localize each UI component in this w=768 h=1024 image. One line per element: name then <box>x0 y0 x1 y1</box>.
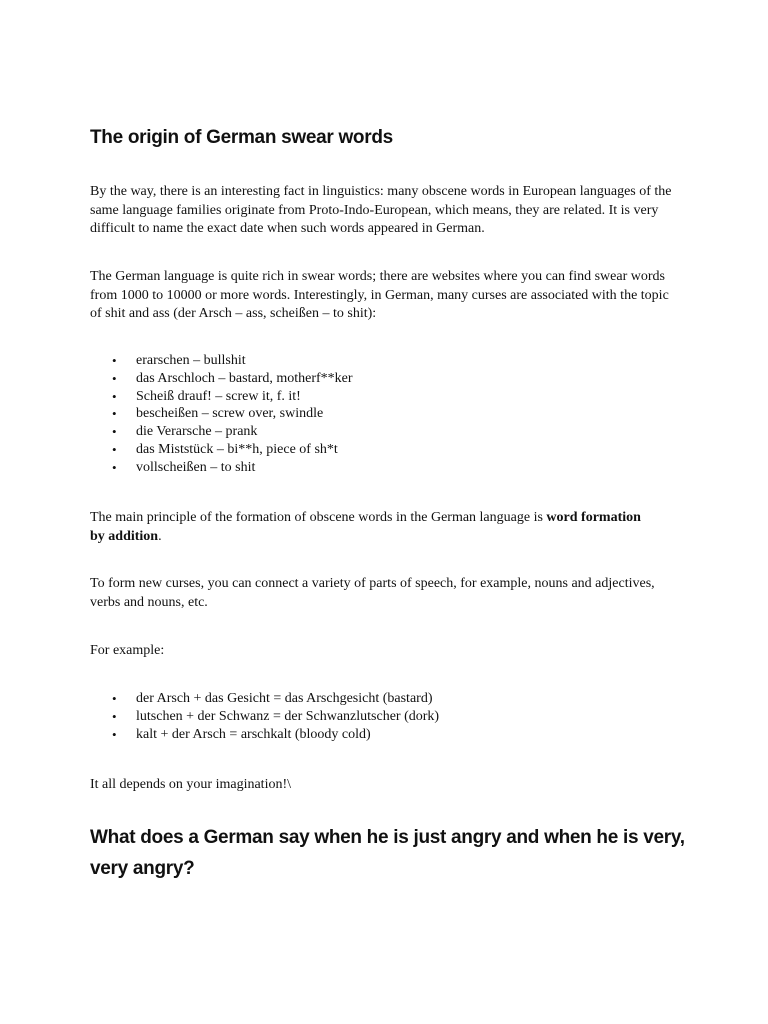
principle-emphasis: word formation by addition <box>90 510 641 544</box>
list-item: • vollscheißen – to shit <box>90 459 650 477</box>
form-new-curses-paragraph: To form new curses, you can connect a variety of parts of speech, for example, nouns and adjectives, verbs and nouns, etc. <box>90 576 655 610</box>
list-item: • Scheiß drauf! – screw it, f. it! <box>90 388 650 406</box>
example-list <box>90 690 650 743</box>
list-item: • der Arsch + das Gesicht = das Arschgesicht (bastard) <box>90 690 650 708</box>
imagination-paragraph: It all depends on your imagination!\ <box>90 777 292 792</box>
curse-list <box>90 352 650 477</box>
section-title: The origin of German swear words <box>90 127 393 148</box>
section-heading-angry: What does a German say when he is just angry and when he is very, very angry? <box>90 827 685 879</box>
for-example-label: For example: <box>90 643 165 658</box>
principle-text: The main principle of the formation of obscene words in the German language is <box>90 510 547 525</box>
list-item: • die Verarsche – prank <box>90 423 650 441</box>
list-item: • das Miststück – bi**h, piece of sh*t <box>90 441 650 459</box>
swear-words-paragraph: The German language is quite rich in swear words; there are websites where you can find swear words from 1000 to 10000 or more words. Interestingly, in German, many curses are associated with the topic of shit and ass (der Arsch – ass, scheißen – to shit): <box>90 269 669 321</box>
principle-end: . <box>158 528 162 544</box>
list-item: • kalt + der Arsch = arschkalt (bloody cold) <box>90 726 650 744</box>
list-item: • das Arschloch – bastard, motherf**ker <box>90 370 650 388</box>
list-item: • bescheißen – screw over, swindle <box>90 405 650 423</box>
formation-principle-paragraph <box>90 509 650 546</box>
list-item: • erarschen – bullshit <box>90 352 650 370</box>
list-item: • lutschen + der Schwanz = der Schwanzlutscher (dork) <box>90 708 650 726</box>
intro-paragraph: By the way, there is an interesting fact in linguistics: many obscene words in European languages of the same language families originate from Proto-Indo-European, which means, they are related. It is very difficult to name the exact date when such words appeared in German. <box>90 184 672 236</box>
